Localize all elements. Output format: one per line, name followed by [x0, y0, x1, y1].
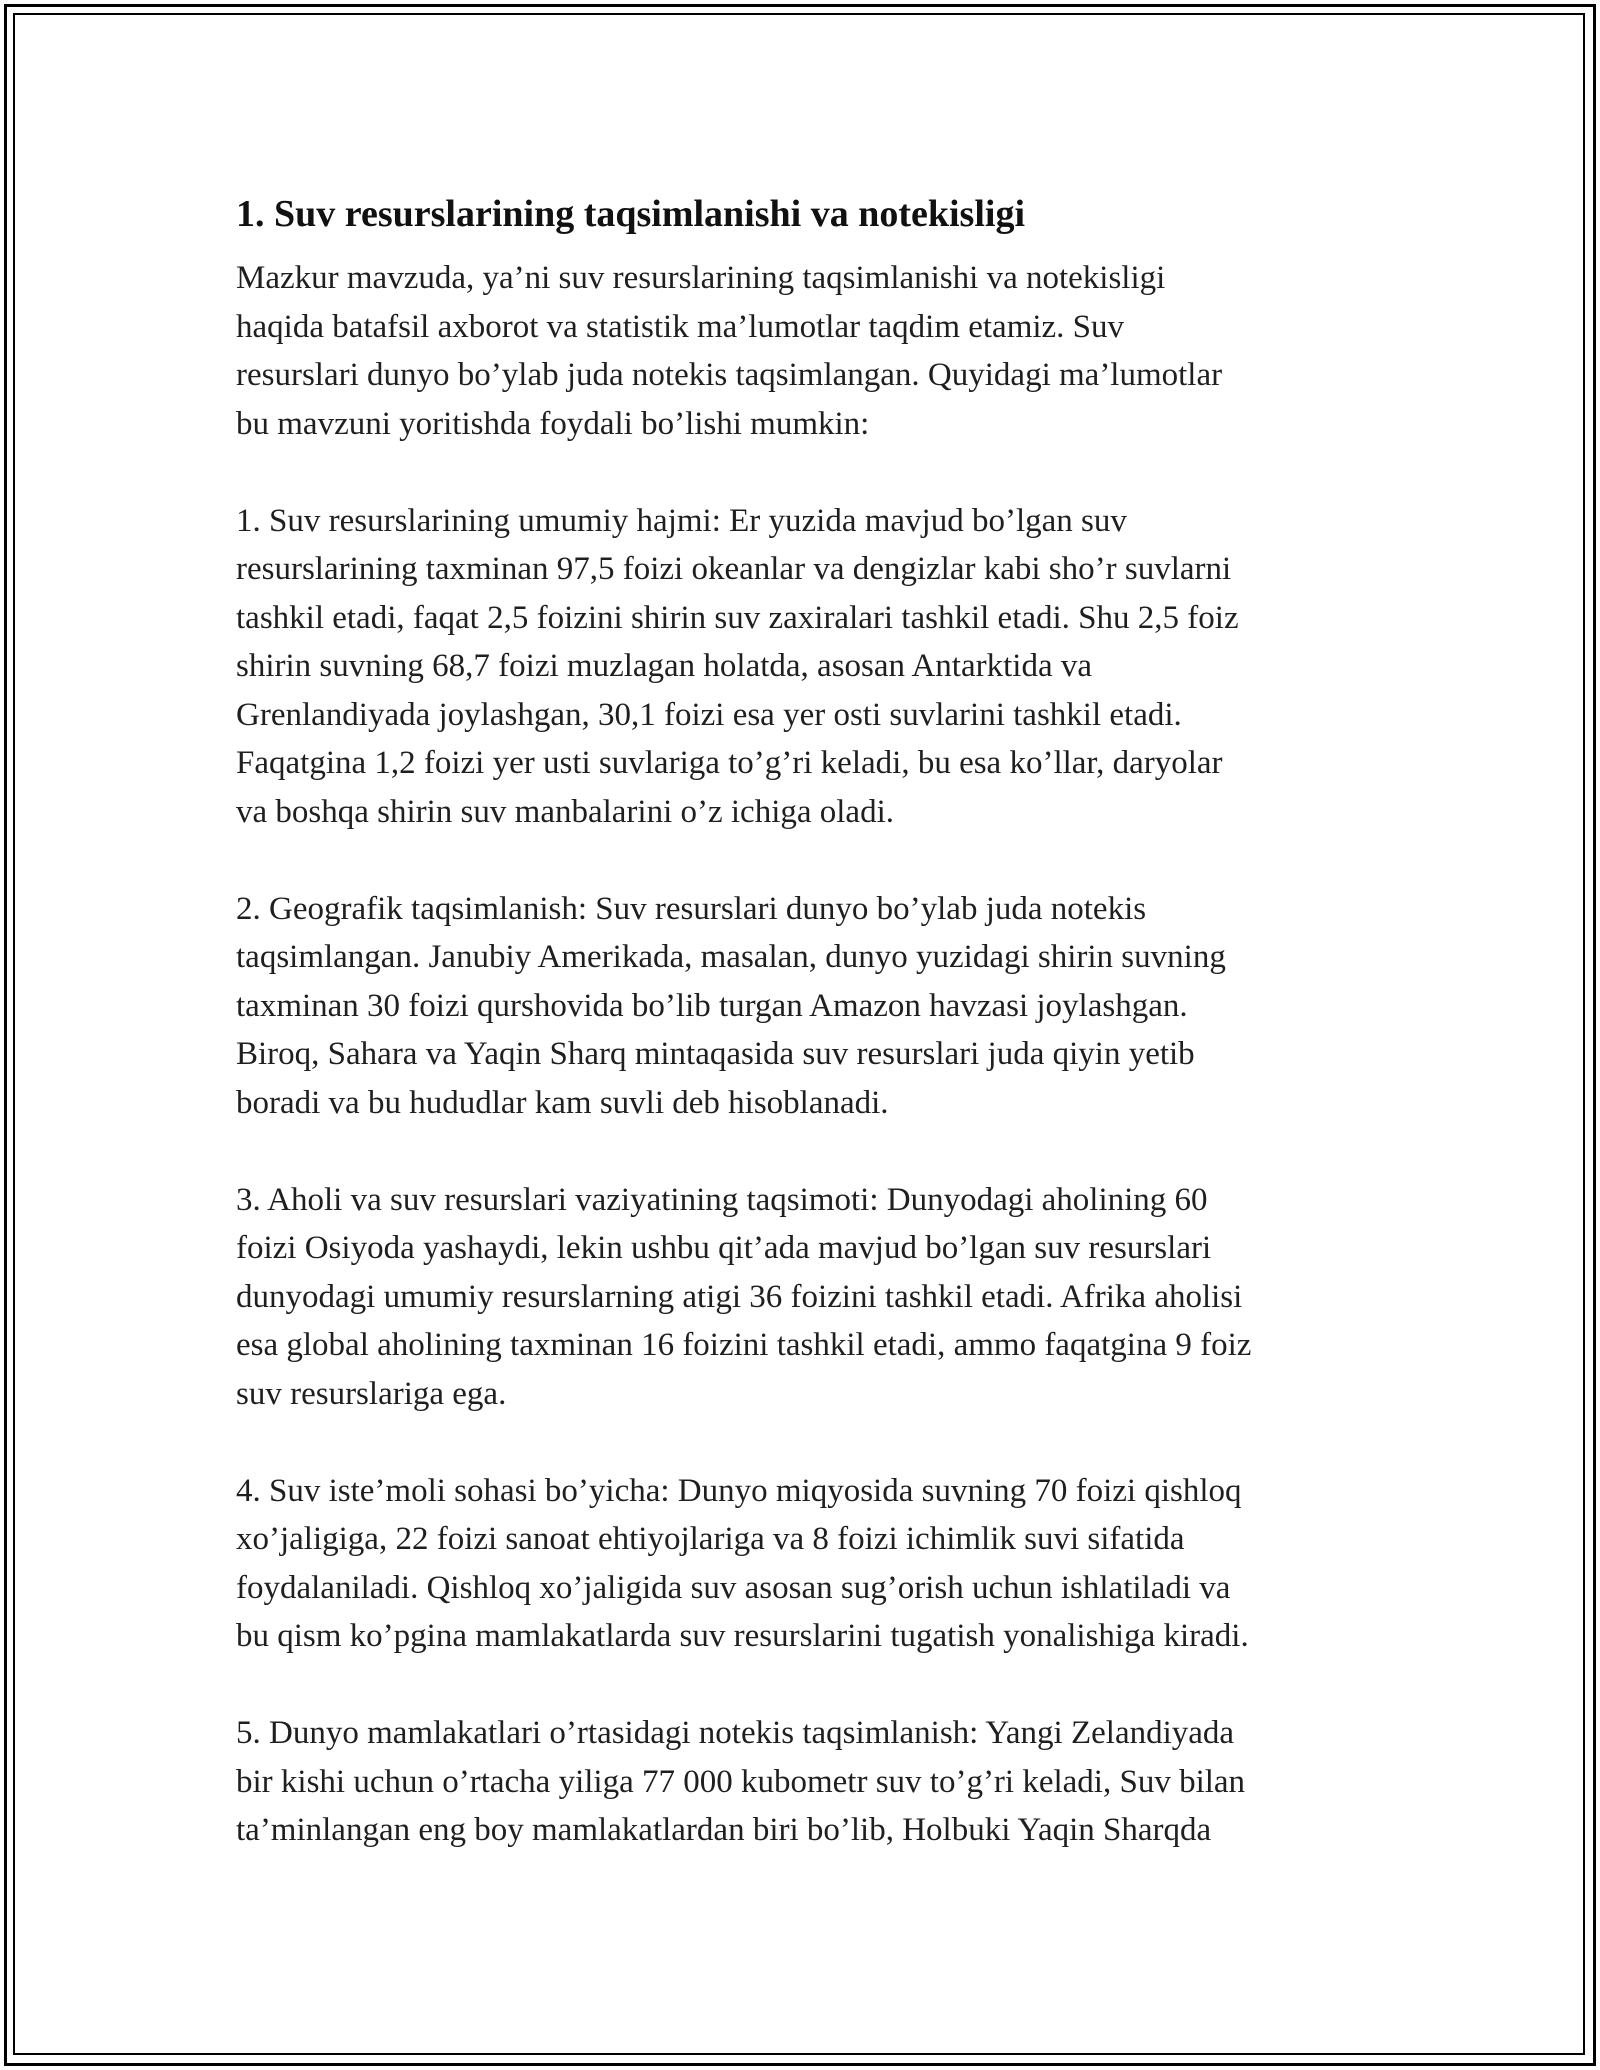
text-line: foydalaniladi. Qishloq xo’jaligida suv asosan sug’orish uchun ishlatiladi va: [236, 1569, 1231, 1606]
text-line: resurslarining taxminan 97,5 foizi okeanlar va dengizlar kabi sho’r suvlarni: [236, 551, 1232, 587]
text-line: suv resurslariga ega.: [236, 1375, 507, 1412]
text-line: Grenlandiyada joylashgan, 30,1 foizi esa yer osti suvlarini tashkil etadi.: [236, 696, 1182, 733]
paragraph-item-3: [236, 1176, 1376, 1419]
text-line: 1. Suv resurslarining umumiy hajmi: Er yuzida mavjud bo’lgan suv: [236, 502, 1127, 539]
text-line: Mazkur mavzuda, ya’ni suv resurslarining taqsimlanishi va notekisligi: [236, 260, 1166, 296]
text-line: boradi va bu hududlar kam suvli deb hisoblanadi.: [236, 1084, 889, 1121]
text-line: 2. Geografik taqsimlanish: Suv resurslari dunyo bo’ylab juda notekis: [236, 890, 1147, 927]
text-line: esa global aholining taxminan 16 foizini tashkil etadi, ammo faqatgina 9 foiz: [236, 1327, 1252, 1363]
document-body: [236, 186, 1376, 1903]
text-line: taqsimlangan. Janubiy Amerikada, masalan, dunyo yuzidagi shirin suvning: [236, 939, 1226, 975]
section-heading: 1. Suv resurslarining taqsimlanishi va notekisligi: [236, 193, 1026, 235]
text-line: taxminan 30 foizi qurshovida bo’lib turgan Amazon havzasi joylashgan.: [236, 987, 1188, 1024]
text-line: haqida batafsil axborot va statistik ma’lumotlar taqdim etamiz. Suv: [236, 308, 1125, 345]
text-line: shirin suvning 68,7 foizi muzlagan holatda, asosan Antarktida va: [236, 648, 1092, 684]
text-line: 5. Dunyo mamlakatlari o’rtasidagi notekis taqsimlanish: Yangi Zelandiyada: [236, 1715, 1235, 1751]
text-line: va boshqa shirin suv manbalarini o’z ichiga oladi.: [236, 793, 895, 830]
text-line: bu qism ko’pgina mamlakatlarda suv resurslarini tugatish yonalishiga kiradi.: [236, 1618, 1249, 1654]
text-line: Faqatgina 1,2 foizi yer usti suvlariga to’g’ri keladi, bu esa ko’llar, daryolar: [236, 745, 1223, 781]
text-line: resurslari dunyo bo’ylab juda notekis taqsimlangan. Quyidagi ma’lumotlar: [236, 357, 1223, 393]
text-line: tashkil etadi, faqat 2,5 foizini shirin suv zaxiralari tashkil etadi. Shu 2,5 foiz: [236, 599, 1239, 636]
paragraph-item-5: [236, 1709, 1376, 1855]
paragraph-item-2: [236, 885, 1376, 1128]
text-line: foizi Osiyoda yashaydi, lekin ushbu qit’ada mavjud bo’lgan suv resurslari: [236, 1230, 1212, 1266]
text-line: bir kishi uchun o’rtacha yiliga 77 000 kubometr suv to’g’ri keladi, Suv bilan: [236, 1763, 1246, 1800]
text-line: xo’jaligiga, 22 foizi sanoat ehtiyojlariga va 8 foizi ichimlik suvi sifatida: [236, 1521, 1185, 1557]
paragraph-item-1: [236, 497, 1376, 837]
text-line: 4. Suv iste’moli sohasi bo’yicha: Dunyo miqyosida suvning 70 foizi qishloq: [236, 1472, 1242, 1509]
text-line: 3. Aholi va suv resurslari vaziyatining taqsimoti: Dunyodagi aholining 60: [236, 1181, 1208, 1218]
paragraph-item-4: [236, 1467, 1376, 1661]
text-line: Biroq, Sahara va Yaqin Sharq mintaqasida suv resurslari juda qiyin yetib: [236, 1036, 1195, 1072]
text-line: dunyodagi umumiy resurslarning atigi 36 foizini tashkil etadi. Afrika aholisi: [236, 1278, 1243, 1315]
text-line: bu mavzuni yoritishda foydali bo’lishi mumkin:: [236, 405, 870, 442]
paragraph-intro: [236, 254, 1376, 448]
text-line: ta’minlangan eng boy mamlakatlardan biri bo’lib, Holbuki Yaqin Sharqda: [236, 1812, 1212, 1848]
